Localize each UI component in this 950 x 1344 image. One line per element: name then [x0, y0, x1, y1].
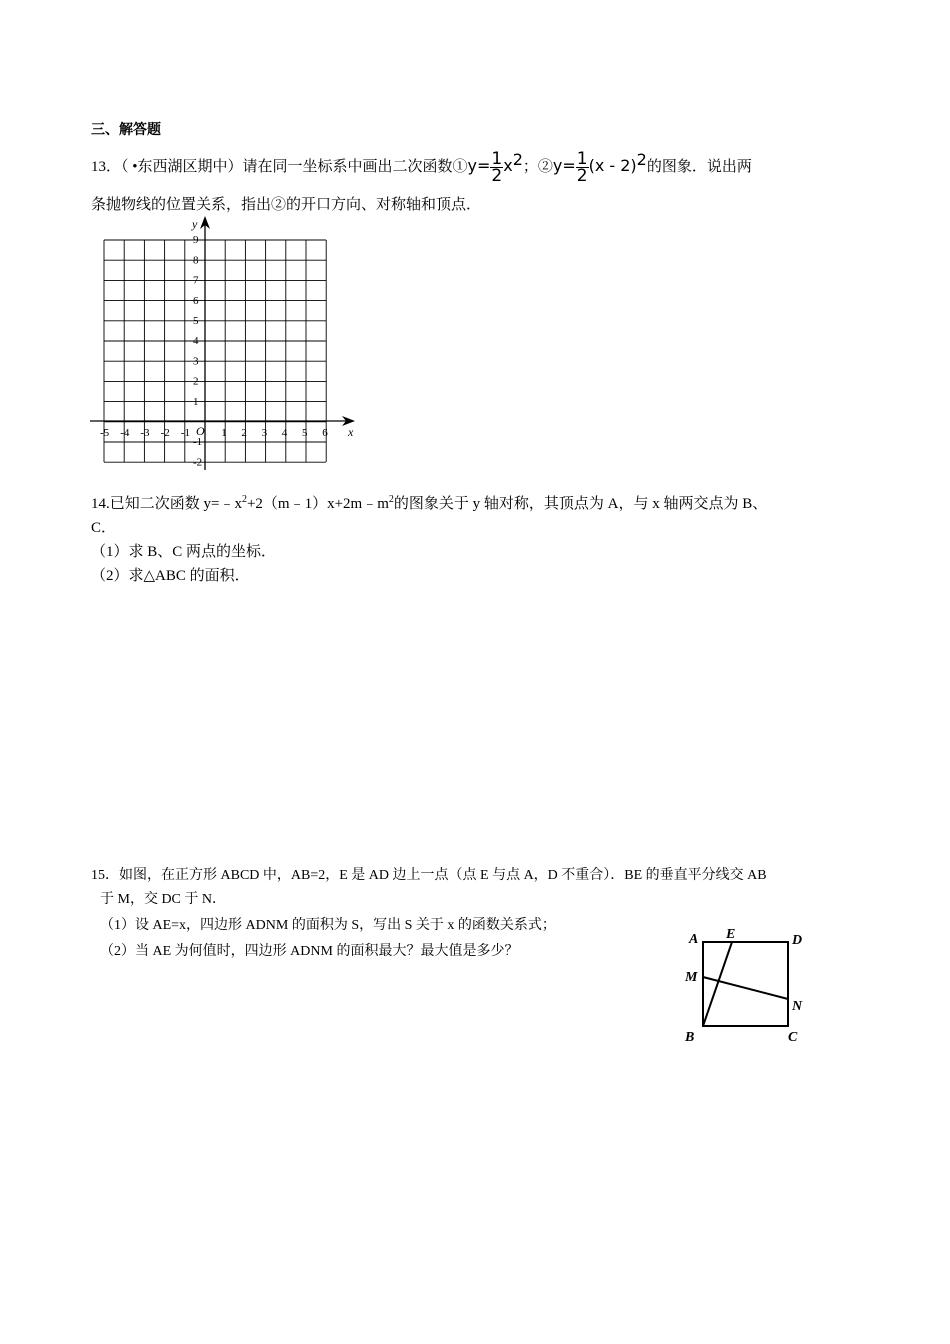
q13-f2-fraction: [576, 151, 589, 184]
y-tick-label: 8: [193, 254, 199, 267]
origin-label: O: [196, 424, 205, 438]
q14-sup1: 2: [241, 494, 247, 505]
x-tick-label: -3: [140, 427, 150, 439]
grid-lines: [104, 240, 326, 462]
label-a: A: [689, 932, 699, 947]
y-tick-label: 6: [193, 294, 199, 307]
q14-line1-c: 的图象关于 y 轴对称，其顶点为 A，与 x 轴两交点为 B、: [393, 496, 768, 512]
coordinate-grid: [80, 210, 370, 475]
label-n: N: [792, 999, 803, 1014]
section-title: 三、解答题: [91, 122, 161, 138]
q13-sep: ；②: [522, 158, 553, 175]
square-figure: [680, 922, 810, 1048]
q13-f1-x: x: [503, 155, 513, 175]
x-tick-label: 1: [221, 427, 227, 439]
y-tick-label: 7: [193, 274, 199, 287]
q13-line1: [91, 151, 752, 184]
y-tick-label: 1: [193, 395, 199, 408]
q13-f1-num: 1: [491, 149, 503, 169]
q13-prefix: 13．（ •东西湖区期中）请在同一坐标系中画出二次函数①: [91, 158, 468, 175]
x-tick-label: -2: [160, 427, 170, 439]
y-tick-label: -2: [193, 456, 203, 469]
q15-line2: 于 M，交 DC 于 N．: [100, 892, 227, 907]
y-axis-label: y: [192, 217, 198, 231]
y-tick-label: -1: [193, 436, 203, 449]
x-tick-labels: [100, 427, 328, 439]
x-tick-label: -5: [100, 427, 110, 439]
x-tick-label: 2: [241, 427, 247, 439]
q13-f1-den: 2: [491, 166, 503, 186]
label-d: D: [792, 933, 803, 948]
square-abcd: [703, 942, 788, 1026]
label-m: M: [685, 970, 698, 985]
label-c: C: [788, 1030, 798, 1045]
y-tick-label: 5: [193, 315, 199, 327]
q14-part1: （1）求 B、C 两点的坐标．: [91, 544, 277, 560]
q13-f2-den: 2: [576, 166, 588, 186]
q13-line2: 条抛物线的位置关系，指出②的开口方向、对称轴和顶点．: [91, 197, 482, 213]
q13-f1-fraction: [490, 151, 503, 184]
x-tick-label: 4: [281, 427, 288, 439]
q14-line1-b: +2（m﹣1）x+2m﹣m: [246, 496, 389, 512]
q15-part1: （1）设 AE=x，四边形 ADNM 的面积为 S，写出 S 关于 x 的函数关系式；: [100, 918, 556, 933]
x-tick-label: -1: [180, 427, 190, 439]
y-tick-label: 4: [193, 335, 199, 348]
x-tick-label: 5: [302, 427, 308, 439]
y-tick-label: 2: [193, 375, 199, 388]
q15-part2: （2）当 AE 为何值时，四边形 ADNM 的面积最大？最大值是多少？: [100, 944, 519, 959]
q13-f2-num: 1: [576, 149, 588, 169]
q13-f2-sup: 2: [636, 149, 647, 169]
q14-line1: [91, 494, 767, 514]
label-e: E: [726, 927, 736, 942]
y-tick-label: 3: [193, 355, 199, 368]
q13-f1-sup: 2: [512, 149, 523, 169]
x-tick-label: 6: [322, 427, 328, 439]
x-tick-label: -4: [120, 427, 130, 439]
q14-sup2: 2: [388, 494, 394, 505]
q14-line2: C．: [91, 520, 117, 536]
q13-f1-y: y=: [467, 155, 491, 175]
q13-f2-y: y=: [552, 155, 576, 175]
y-tick-label: 9: [193, 234, 199, 247]
q13-suffix: 的图象．说出两: [646, 158, 752, 175]
q14-part2: （2）求△ABC 的面积．: [91, 568, 250, 584]
label-b: B: [685, 1030, 695, 1045]
q15-line1: 15．如图，在正方形 ABCD 中，AB=2，E 是 AD 边上一点（点 E 与点 A，D 不重合）．BE 的垂直平分线交 AB: [91, 868, 767, 883]
x-tick-label: 3: [261, 427, 268, 439]
x-axis-label: x: [348, 425, 354, 439]
q14-line1-a: 14.已知二次函数 y=﹣x: [91, 496, 242, 512]
q13-f2-paren: (x - 2): [588, 155, 637, 175]
